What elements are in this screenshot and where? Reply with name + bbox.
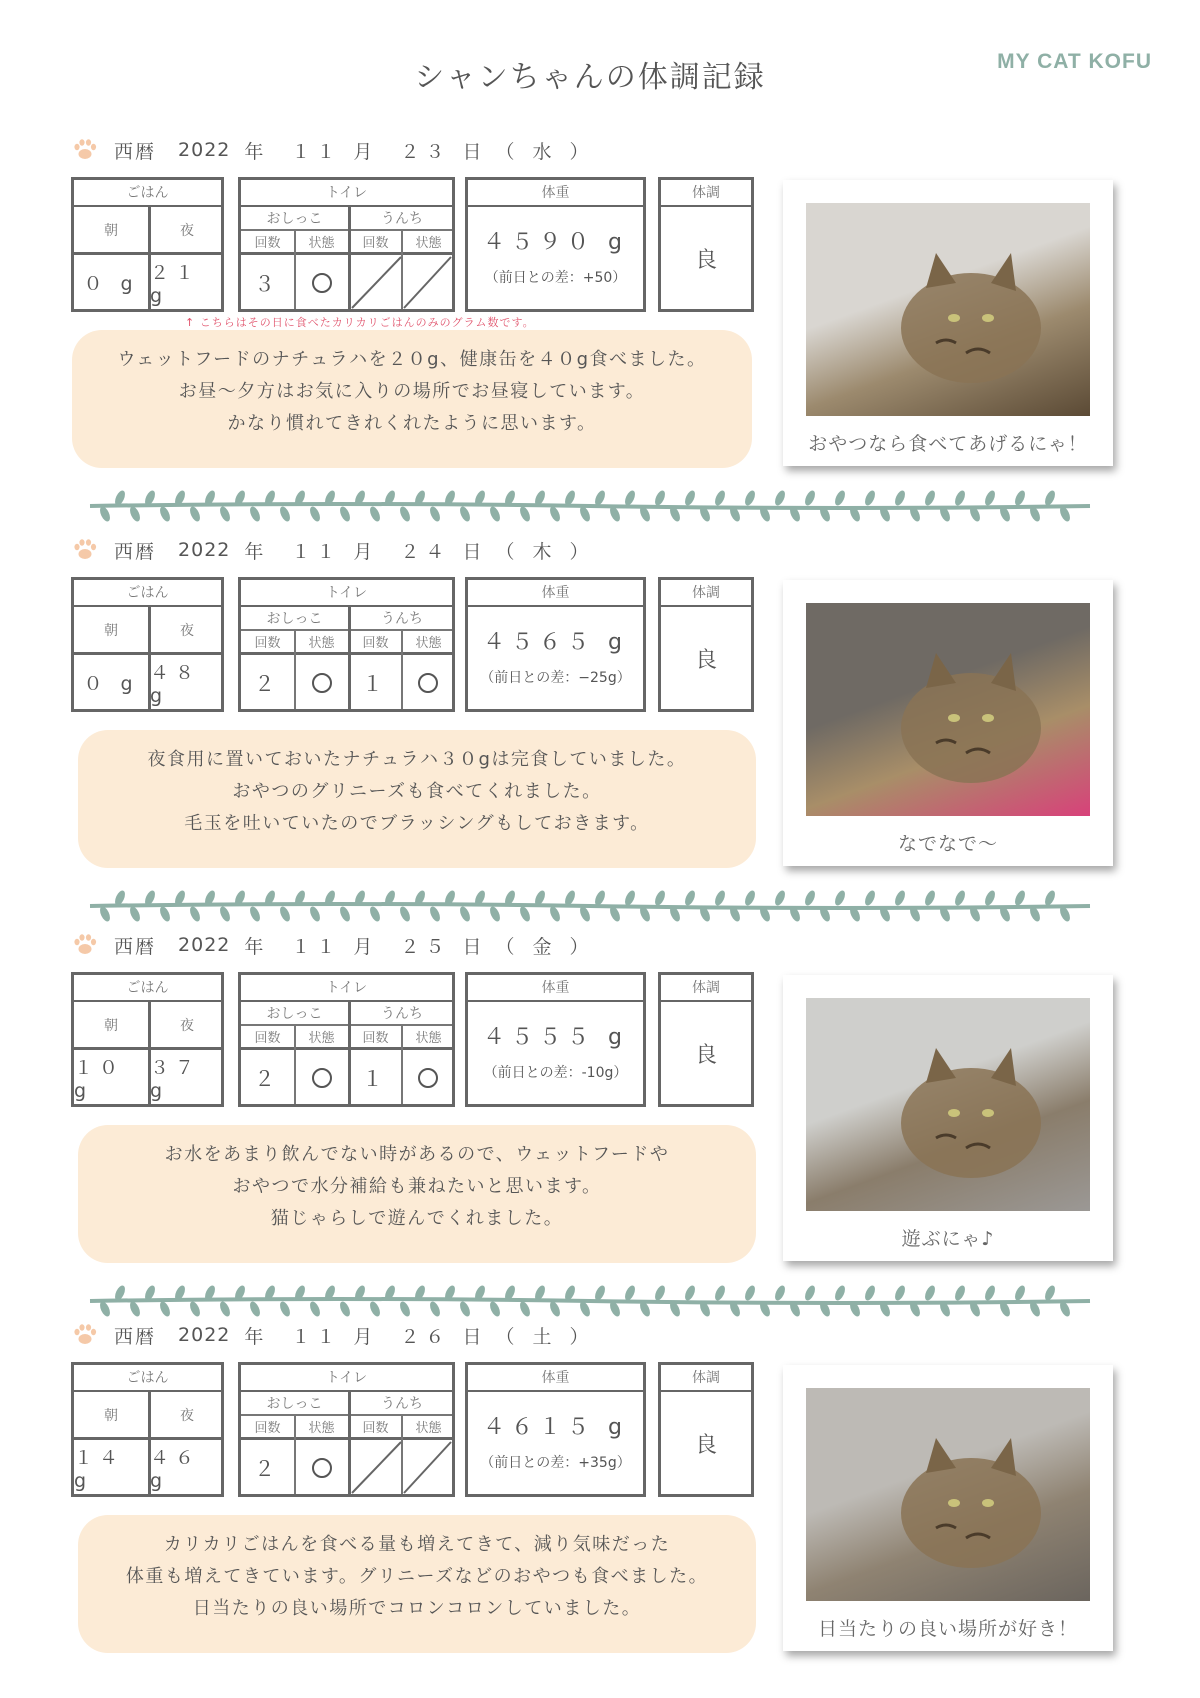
- weight-box: [465, 1362, 646, 1497]
- date-row: [72, 535, 595, 565]
- condition-box: [658, 972, 754, 1107]
- cat-photo: [806, 203, 1090, 416]
- year-unit: 年: [244, 540, 270, 563]
- day-unit: 日: [462, 1325, 488, 1348]
- poo-label: うんち: [381, 211, 423, 227]
- state-circle-pee: [312, 273, 332, 293]
- cat-illustration: [806, 998, 1090, 1211]
- weekday: （ 水 ）: [495, 140, 595, 163]
- poo-state-label: 状態: [415, 235, 442, 251]
- month-unit: 月: [353, 540, 379, 563]
- toilet-header: トイレ: [241, 180, 452, 207]
- cat-photo: [806, 603, 1090, 816]
- poo-count-label: 回数: [362, 1420, 389, 1436]
- condition-value: 良: [694, 247, 717, 273]
- note-line: かなり慣れてきれくれたように思います。: [227, 413, 597, 434]
- paw-icon: [72, 137, 98, 163]
- pee-count-label: 回数: [254, 235, 281, 251]
- pee-state-label: 状態: [308, 1420, 335, 1436]
- pee-label: おしっこ: [266, 611, 323, 627]
- vine-divider: [85, 887, 1095, 925]
- brand-logo: MY CAT KOFU: [997, 50, 1152, 73]
- poo-label: うんち: [381, 1006, 423, 1022]
- note-line: おやつで水分補給も兼ねたいと思います。: [232, 1176, 602, 1197]
- day-entry: [0, 930, 1200, 1330]
- pee-count: ２: [254, 1456, 281, 1481]
- condition-value: 良: [694, 1432, 717, 1458]
- photo-caption: なでなで〜: [897, 833, 998, 855]
- condition-box: [658, 1362, 754, 1497]
- poo-state-label: 状態: [415, 1420, 442, 1436]
- night-label: 夜: [180, 622, 194, 639]
- day-unit: 日: [462, 540, 488, 563]
- weekday: （ 金 ）: [495, 935, 595, 958]
- state-circle-pee: [312, 673, 332, 693]
- month-value: １１: [291, 540, 342, 563]
- day-value: ２４: [400, 540, 451, 563]
- cat-illustration: [806, 1388, 1090, 1601]
- night-label: 夜: [180, 222, 194, 239]
- cat-photo: [806, 1388, 1090, 1601]
- pee-state-label: 状態: [308, 635, 335, 651]
- photo-caption: おやつなら食べてあげるにゃ！: [808, 433, 1088, 455]
- month-value: １１: [291, 1325, 342, 1348]
- weight-header: 体重: [468, 180, 643, 207]
- month-value: １１: [291, 140, 342, 163]
- weight-header: 体重: [468, 580, 643, 607]
- condition-header: 体調: [661, 975, 751, 1002]
- day-value: ２６: [400, 1325, 451, 1348]
- note-line: お昼～夕方はお気に入りの場所でお昼寝しています。: [178, 381, 646, 402]
- note-line: ウェットフードのナチュラハを２０g、健康缶を４０g食べました。: [117, 349, 707, 370]
- empty-poo-slash: [350, 1440, 453, 1495]
- toilet-table: [238, 972, 455, 1107]
- photo-caption: 日当たりの良い場所が好き！: [817, 1618, 1078, 1640]
- weight-diff: （前日との差：+35g）: [480, 1455, 631, 1471]
- photo-card: [783, 180, 1113, 466]
- day-entry: [0, 135, 1200, 535]
- era-label: 西暦: [114, 935, 157, 958]
- cat-illustration: [806, 203, 1090, 416]
- toilet-header: トイレ: [241, 1365, 452, 1392]
- condition-header: 体調: [661, 1365, 751, 1392]
- photo-card: [783, 1365, 1113, 1651]
- weight-box: [465, 577, 646, 712]
- year-value: 2022: [178, 934, 231, 956]
- note-line: 猫じゃらしで遊んでくれました。: [270, 1208, 564, 1229]
- pee-label: おしっこ: [266, 1006, 323, 1022]
- photo-card: [783, 580, 1113, 866]
- morning-amount: ０ g: [83, 273, 139, 295]
- pee-count: ２: [254, 671, 281, 696]
- empty-poo-slash: [350, 255, 453, 310]
- poo-count: １: [362, 1066, 389, 1091]
- toilet-header: トイレ: [241, 975, 452, 1002]
- weight-value: ４６１５ g: [483, 1414, 628, 1440]
- era-label: 西暦: [114, 140, 157, 163]
- weight-diff: （前日との差：-10g）: [483, 1065, 628, 1081]
- morning-label: 朝: [104, 222, 118, 239]
- month-unit: 月: [353, 140, 379, 163]
- pee-count-label: 回数: [254, 1030, 281, 1046]
- note-line: お水をあまり飲んでない時があるので、ウェットフードや: [164, 1144, 670, 1165]
- pee-count: ２: [254, 1066, 281, 1091]
- month-unit: 月: [353, 1325, 379, 1348]
- night-label: 夜: [180, 1407, 194, 1424]
- day-entry: [0, 535, 1200, 935]
- night-label: 夜: [180, 1017, 194, 1034]
- day-unit: 日: [462, 935, 488, 958]
- weight-diff: （前日との差：−25g）: [480, 670, 631, 686]
- year-unit: 年: [244, 935, 270, 958]
- state-circle-poo: [418, 673, 438, 693]
- poo-count-label: 回数: [362, 235, 389, 251]
- paw-icon: [72, 537, 98, 563]
- note-line: 日当たりの良い場所でコロンコロンしていました。: [192, 1598, 642, 1619]
- vine-divider: [85, 1282, 1095, 1320]
- note-line: 毛玉を吐いていたのでブラッシングもしておきます。: [184, 813, 650, 834]
- vine-divider: [85, 487, 1095, 525]
- state-circle-poo: [418, 1068, 438, 1088]
- pee-state-label: 状態: [308, 1030, 335, 1046]
- toilet-header: トイレ: [241, 580, 452, 607]
- pee-count: ３: [254, 271, 281, 296]
- pee-count-label: 回数: [254, 1420, 281, 1436]
- morning-amount: ０ g: [83, 673, 139, 695]
- date-row: [72, 930, 595, 960]
- weekday: （ 木 ）: [495, 540, 595, 563]
- day-value: ２５: [400, 935, 451, 958]
- year-unit: 年: [244, 140, 270, 163]
- condition-header: 体調: [661, 180, 751, 207]
- poo-count-label: 回数: [362, 635, 389, 651]
- poo-count-label: 回数: [362, 1030, 389, 1046]
- year-unit: 年: [244, 1325, 270, 1348]
- condition-box: [658, 177, 754, 312]
- weight-header: 体重: [468, 1365, 643, 1392]
- food-header: ごはん: [74, 580, 221, 607]
- food-header: ごはん: [74, 180, 221, 207]
- night-amount: ２１ g: [150, 262, 201, 307]
- poo-state-label: 状態: [415, 1030, 442, 1046]
- poo-label: うんち: [381, 611, 423, 627]
- condition-value: 良: [694, 1042, 717, 1068]
- pee-state-label: 状態: [308, 235, 335, 251]
- photo-card: [783, 975, 1113, 1261]
- photo-caption: 遊ぶにゃ♪: [901, 1228, 995, 1250]
- morning-amount: １４ g: [74, 1447, 125, 1492]
- weight-value: ４５６５ g: [483, 629, 628, 655]
- cat-photo: [806, 998, 1090, 1211]
- daily-note: [78, 1515, 756, 1653]
- weight-value: ４５５５ g: [483, 1024, 628, 1050]
- pee-count-label: 回数: [254, 635, 281, 651]
- day-entry: [0, 1320, 1200, 1698]
- food-header: ごはん: [74, 1365, 221, 1392]
- food-table: [71, 577, 224, 712]
- toilet-table: [238, 577, 455, 712]
- year-value: 2022: [178, 539, 231, 561]
- food-header: ごはん: [74, 975, 221, 1002]
- weight-diff: （前日との差：+50）: [484, 270, 627, 286]
- paw-icon: [72, 1322, 98, 1348]
- daily-note: [78, 730, 756, 868]
- date-row: [72, 135, 595, 165]
- state-circle-pee: [312, 1068, 332, 1088]
- day-unit: 日: [462, 140, 488, 163]
- condition-box: [658, 577, 754, 712]
- morning-amount: １０ g: [74, 1057, 125, 1102]
- month-unit: 月: [353, 935, 379, 958]
- weekday: （ 土 ）: [495, 1325, 595, 1348]
- poo-label: うんち: [381, 1396, 423, 1412]
- pee-label: おしっこ: [266, 211, 323, 227]
- daily-note: [72, 330, 752, 468]
- year-value: 2022: [178, 1324, 231, 1346]
- morning-label: 朝: [104, 1017, 118, 1034]
- night-amount: ４８ g: [150, 662, 201, 707]
- poo-count: １: [362, 671, 389, 696]
- month-value: １１: [291, 935, 342, 958]
- note-line: おやつのグリニーズも食べてくれました。: [232, 781, 602, 802]
- night-amount: ４６ g: [150, 1447, 201, 1492]
- cat-illustration: [806, 603, 1090, 816]
- page-title: シャンちゃんの体調記録: [414, 60, 766, 95]
- morning-label: 朝: [104, 1407, 118, 1424]
- state-circle-pee: [312, 1458, 332, 1478]
- year-value: 2022: [178, 139, 231, 161]
- note-line: 体重も増えてきています。グリニーズなどのおやつも食べました。: [125, 1566, 709, 1587]
- note-line: カリカリごはんを食べる量も増えてきて、減り気味だった: [163, 1534, 671, 1555]
- toilet-table: [238, 1362, 455, 1497]
- food-table: [71, 972, 224, 1107]
- era-label: 西暦: [114, 540, 157, 563]
- food-table: [71, 1362, 224, 1497]
- toilet-table: [238, 177, 455, 312]
- poo-state-label: 状態: [415, 635, 442, 651]
- era-label: 西暦: [114, 1325, 157, 1348]
- pee-label: おしっこ: [266, 1396, 323, 1412]
- note-line: 夜食用に置いておいたナチュラハ３０gは完食していました。: [147, 749, 687, 770]
- food-table: [71, 177, 224, 312]
- morning-label: 朝: [104, 622, 118, 639]
- condition-value: 良: [694, 647, 717, 673]
- weight-box: [465, 177, 646, 312]
- night-amount: ３７ g: [150, 1057, 201, 1102]
- daily-note: [78, 1125, 756, 1263]
- condition-header: 体調: [661, 580, 751, 607]
- food-annotation: ↑ こちらはその日に食べたカリカリごはんのみのグラム数です。: [185, 316, 535, 329]
- day-value: ２３: [400, 140, 451, 163]
- weight-box: [465, 972, 646, 1107]
- paw-icon: [72, 932, 98, 958]
- date-row: [72, 1320, 595, 1350]
- weight-header: 体重: [468, 975, 643, 1002]
- weight-value: ４５９０ g: [483, 229, 628, 255]
